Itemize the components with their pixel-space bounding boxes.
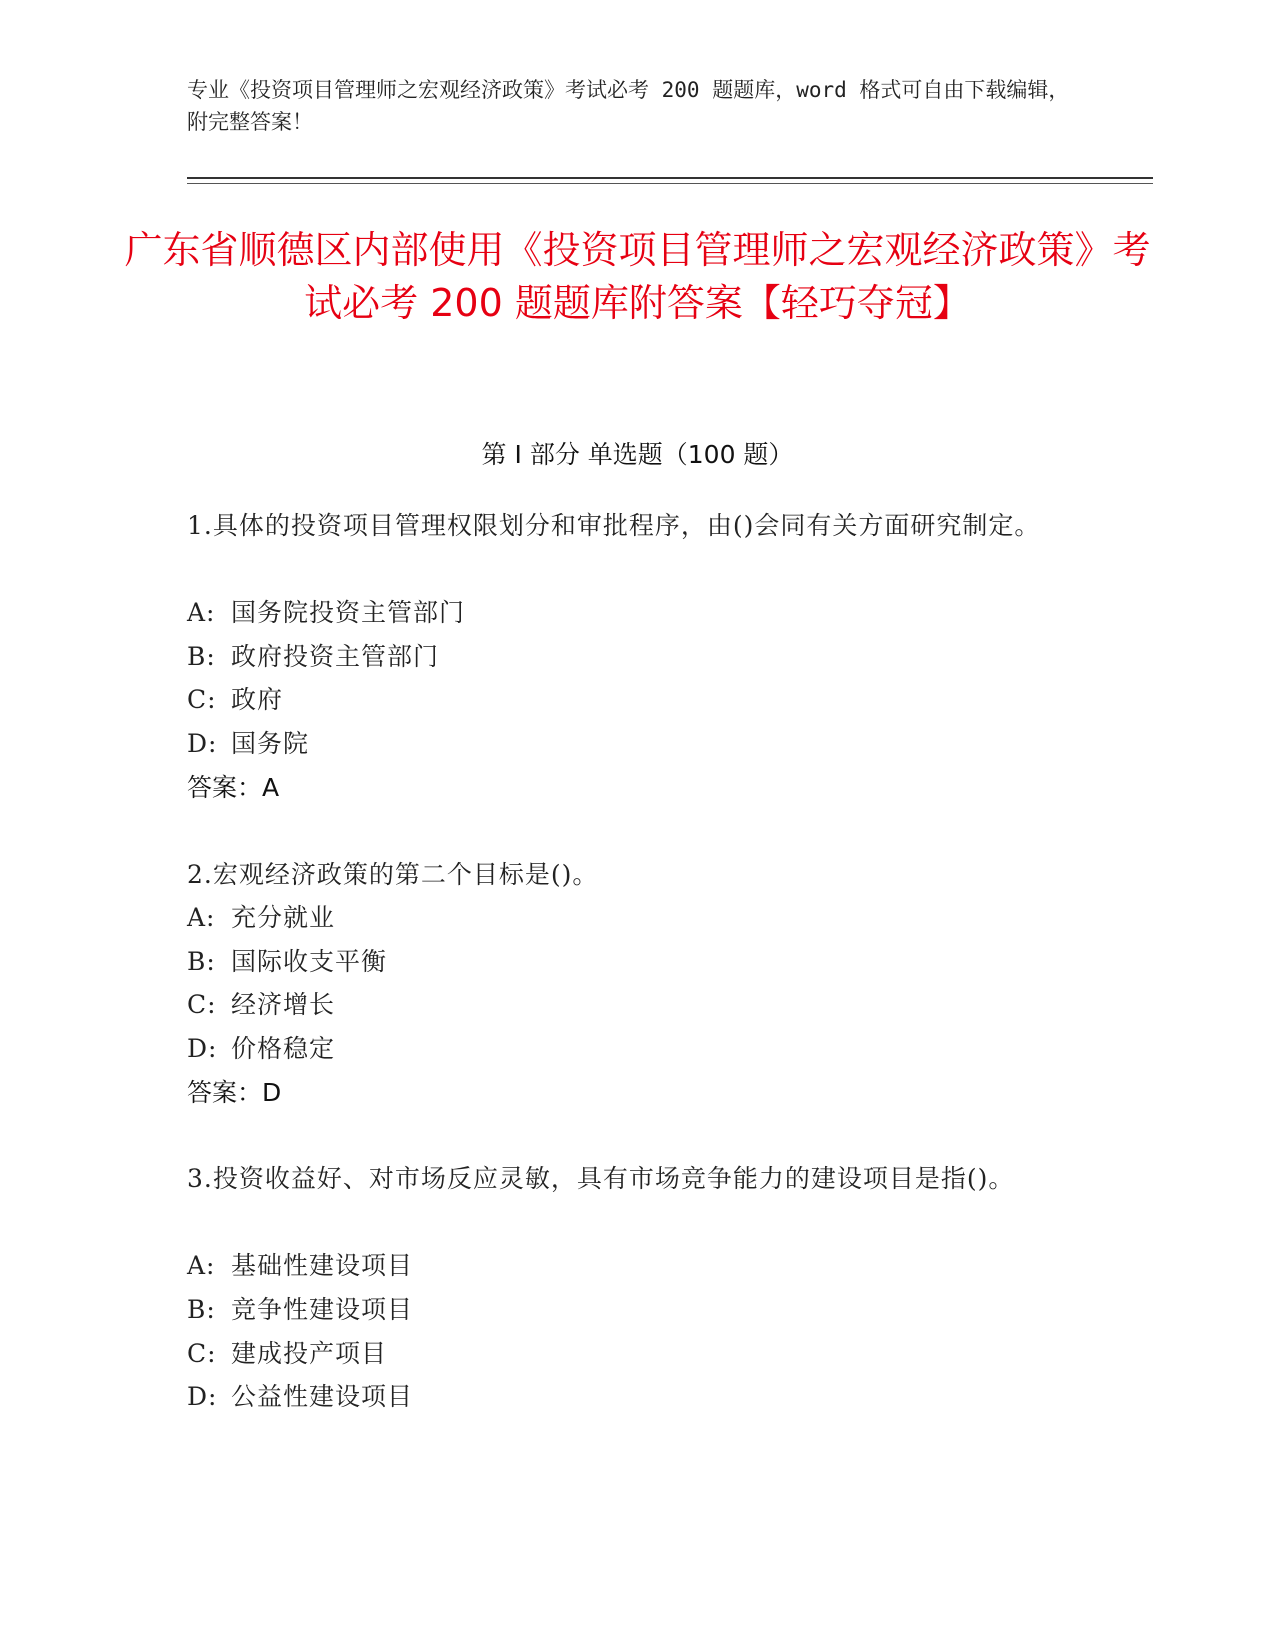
answer-label: 答案： — [187, 1078, 263, 1107]
header-note: 专业《投资项目管理师之宏观经济政策》考试必考 200 题题库，word 格式可自由下载编辑，附完整答案！ — [187, 78, 1070, 134]
option-letter: B: — [187, 1295, 216, 1324]
header-rule-thin — [187, 183, 1153, 184]
section-heading: 第 I 部分 单选题（100 题） — [481, 440, 794, 469]
option-text: 国务院 — [231, 729, 310, 758]
option-text: 基础性建设项目 — [231, 1251, 414, 1280]
question-2-option-c — [187, 982, 1067, 1027]
option-text: 公益性建设项目 — [231, 1382, 414, 1411]
option-letter: C: — [187, 990, 217, 1019]
question-2-option-b — [187, 939, 1067, 984]
option-letter: B: — [187, 947, 216, 976]
option-letter: A: — [187, 598, 216, 627]
question-1-text: 1.具体的投资项目管理权限划分和审批程序，由()会同有关方面研究制定。 — [187, 511, 1041, 540]
option-letter: A: — [187, 1251, 216, 1280]
question-3-option-d — [187, 1374, 1067, 1419]
option-text: 政府 — [231, 685, 284, 714]
option-letter: C: — [187, 685, 217, 714]
document-title: 广东省顺德区内部使用《投资项目管理师之宏观经济政策》考试必考 200 题题库附答案【轻巧夺冠】 — [124, 228, 1151, 325]
option-text: 建成投产项目 — [231, 1339, 388, 1368]
question-3-option-c — [187, 1331, 1067, 1376]
question-1-option-a — [187, 590, 1067, 635]
header-rule-thick — [187, 177, 1153, 179]
option-letter: D: — [187, 729, 218, 758]
answer-value: A — [262, 773, 280, 802]
option-text: 国际收支平衡 — [231, 947, 388, 976]
option-text: 竞争性建设项目 — [231, 1295, 414, 1324]
question-2-option-d — [187, 1026, 1067, 1071]
option-text: 国务院投资主管部门 — [231, 598, 466, 627]
option-letter: B: — [187, 642, 216, 671]
question-1-option-b — [187, 634, 1067, 679]
question-2-option-a — [187, 895, 1067, 940]
option-text: 政府投资主管部门 — [231, 642, 440, 671]
question-1-answer — [187, 765, 1067, 810]
option-letter: D: — [187, 1382, 218, 1411]
question-3-text: 3.投资收益好、对市场反应灵敏，具有市场竞争能力的建设项目是指()。 — [187, 1164, 1015, 1193]
question-1-option-c — [187, 677, 1067, 722]
question-1-option-d — [187, 721, 1067, 766]
answer-value: D — [262, 1078, 282, 1107]
option-letter: A: — [187, 903, 216, 932]
question-3-option-b — [187, 1287, 1067, 1332]
question-2-text: 2.宏观经济政策的第二个目标是()。 — [187, 860, 599, 889]
option-letter: D: — [187, 1034, 218, 1063]
option-text: 充分就业 — [231, 903, 336, 932]
answer-label: 答案： — [187, 773, 263, 802]
option-text: 经济增长 — [231, 990, 336, 1019]
question-2-answer — [187, 1070, 1067, 1115]
option-letter: C: — [187, 1339, 217, 1368]
question-3-option-a — [187, 1243, 1067, 1288]
option-text: 价格稳定 — [231, 1034, 336, 1063]
